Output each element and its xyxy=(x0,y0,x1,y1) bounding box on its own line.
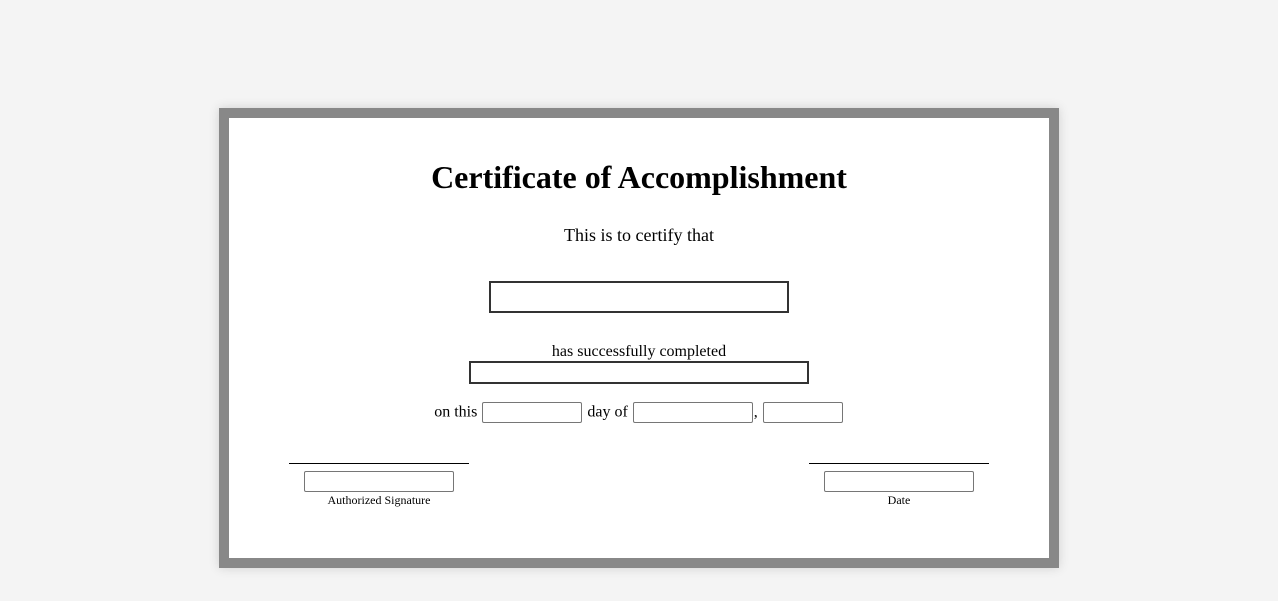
certificate-title: Certificate of Accomplishment xyxy=(431,159,847,195)
date-input[interactable] xyxy=(824,471,974,492)
day-input[interactable] xyxy=(482,402,582,423)
on-this-label: on this xyxy=(434,403,478,421)
date-line xyxy=(809,463,989,464)
date-block xyxy=(809,463,989,507)
year-input[interactable] xyxy=(763,402,843,423)
signature-input[interactable] xyxy=(304,471,454,492)
day-of-label: day of xyxy=(587,403,628,421)
certify-text: This is to certify that xyxy=(564,225,714,245)
completed-text: has successfully completed xyxy=(551,343,727,360)
signature-label: Authorized Signature xyxy=(327,493,431,507)
month-input[interactable] xyxy=(633,402,753,423)
signature-block xyxy=(289,463,469,507)
signature-line xyxy=(289,463,469,464)
completion-date-line xyxy=(229,401,1049,423)
recipient-name-input[interactable] xyxy=(489,281,789,313)
date-label: Date xyxy=(887,493,911,507)
certificate-frame xyxy=(219,108,1059,568)
comma-separator: , xyxy=(753,403,758,421)
course-name-input[interactable] xyxy=(469,361,809,384)
